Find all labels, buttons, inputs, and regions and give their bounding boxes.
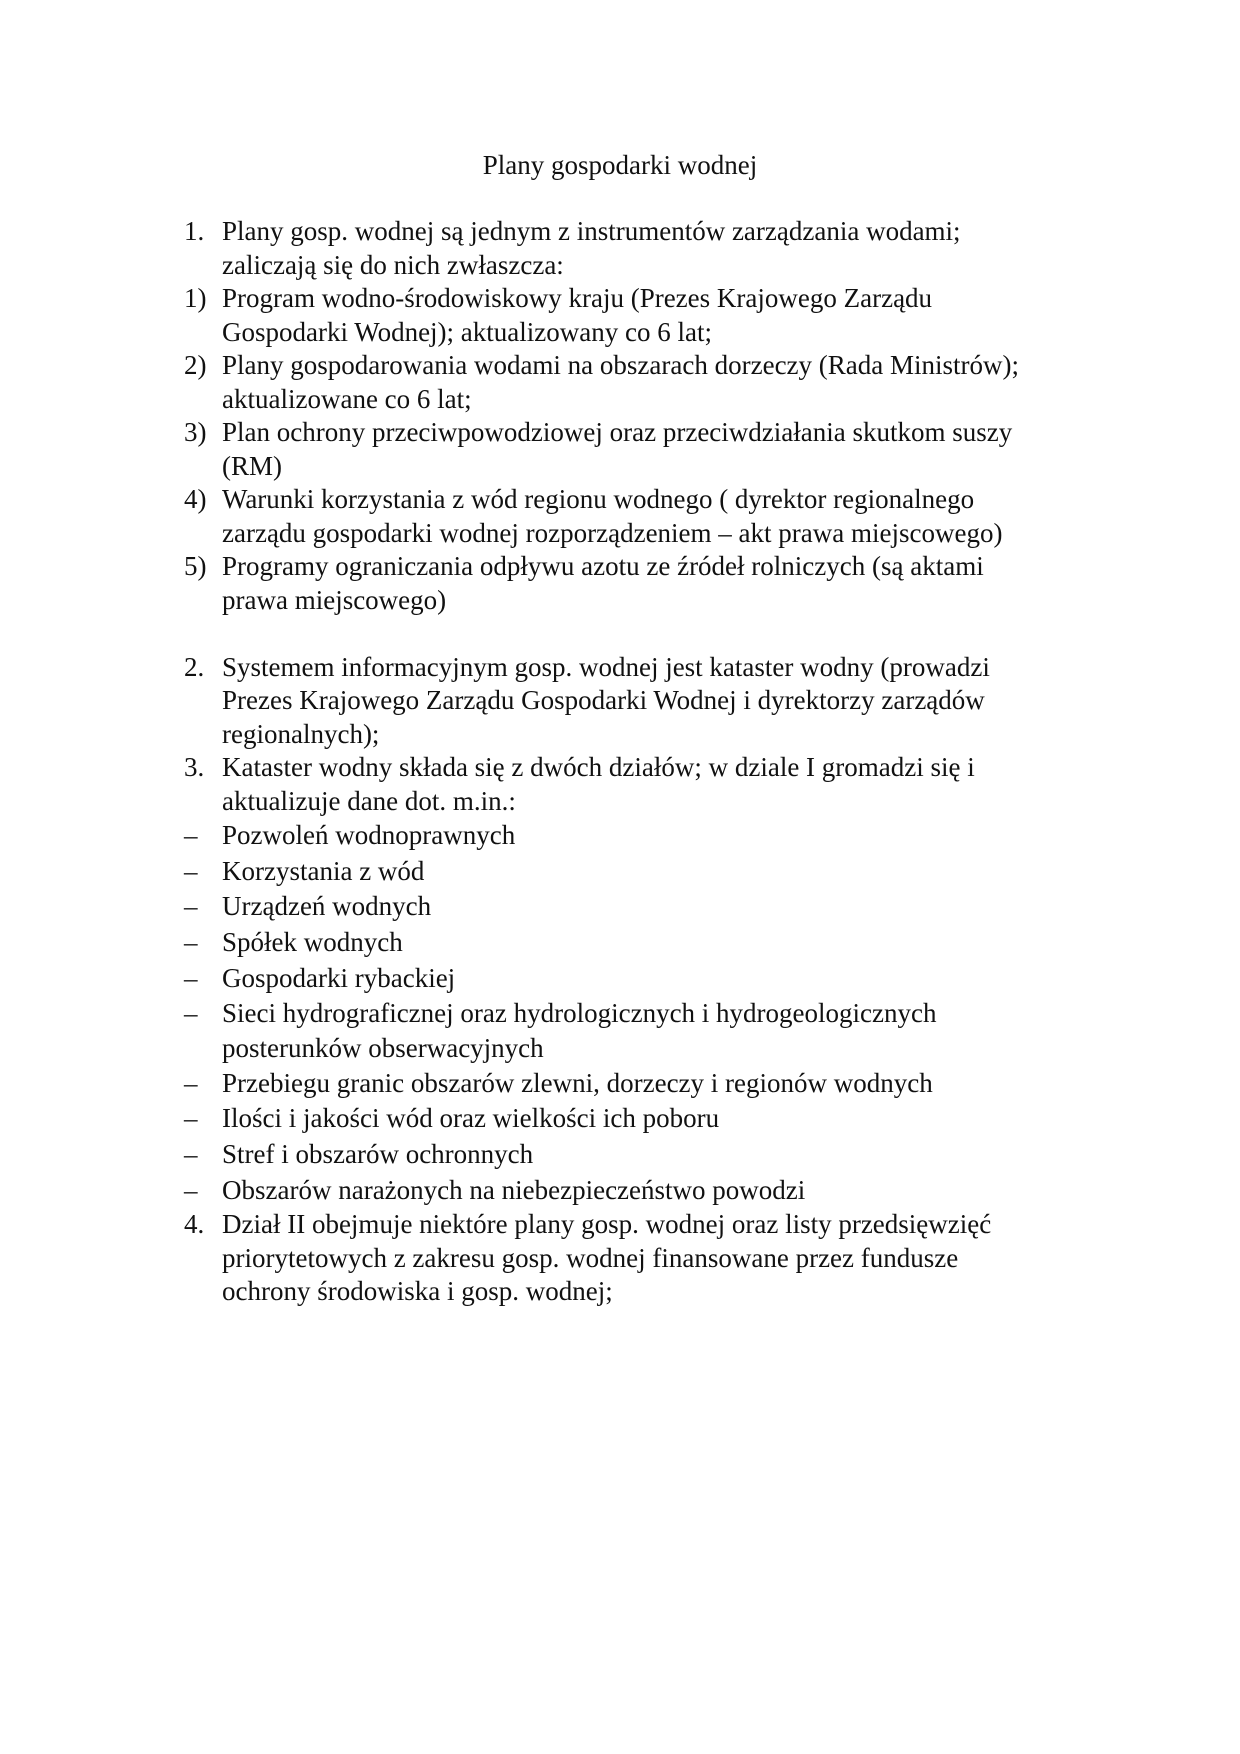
text-line: [184, 854, 1184, 890]
text-line: [184, 1208, 1184, 1242]
numbered-list-item: [184, 1208, 1184, 1309]
line-text: Prezes Krajowego Zarządu Gospodarki Wodnej i dyrektorzy zarządów: [222, 685, 985, 715]
text-line: [184, 1066, 1184, 1102]
text-line: [184, 889, 1184, 925]
dash-bullet: –: [184, 1174, 198, 1205]
list-number: 1.: [184, 216, 205, 246]
dash-bullet: –: [184, 820, 198, 850]
text-line: [184, 584, 1184, 618]
text-line: [184, 718, 1184, 752]
text-line: [184, 1173, 1184, 1209]
line-text: Warunki korzystania z wód regionu wodnego ( dyrektor regionalnego: [222, 484, 975, 514]
line-text: Stref i obszarów ochronnych: [222, 1139, 534, 1169]
dash-list-item: [184, 925, 1184, 961]
line-text: Przebiegu granic obszarów zlewni, dorzeczy i regionów wodnych: [222, 1067, 933, 1098]
numbered-list-item: [184, 751, 1184, 818]
line-text: Urządzeń wodnych: [222, 891, 432, 922]
text-line: [184, 483, 1184, 517]
text-line: [184, 1137, 1184, 1173]
dash-bullet: –: [184, 855, 198, 886]
line-text: Gospodarki rybackiej: [222, 962, 456, 993]
dash-list-item: [184, 889, 1184, 925]
line-text: posterunków obserwacyjnych: [222, 1033, 544, 1064]
list-number: 2): [184, 350, 207, 380]
line-text: Pozwoleń wodnoprawnych: [222, 820, 516, 850]
line-text: prawa miejscowego): [222, 584, 447, 615]
dash-list-item: [184, 1137, 1184, 1173]
line-text: priorytetowych z zakresu gosp. wodnej finansowane przez fundusze: [222, 1242, 959, 1273]
line-text: Systemem informacyjnym gosp. wodnej jest kataster wodny (prowadzi: [222, 651, 990, 682]
text-line: [184, 1275, 1184, 1309]
line-text: Ilości i jakości wód oraz wielkości ich poboru: [222, 1103, 720, 1134]
numbered-list-item: [184, 416, 1184, 483]
text-line: [184, 996, 1184, 1032]
text-line: [184, 1242, 1184, 1276]
dash-list-item: [184, 854, 1184, 890]
dash-bullet: –: [184, 1067, 198, 1098]
dash-list-item: [184, 1101, 1184, 1137]
text-line: [184, 961, 1184, 997]
text-line: [184, 925, 1184, 961]
line-text: (RM): [222, 450, 282, 481]
line-text: ochrony środowiska i gosp. wodnej;: [222, 1276, 613, 1307]
document-body: [184, 215, 1184, 1309]
dash-list-item: [184, 996, 1184, 1065]
dash-list-item: [184, 818, 1184, 854]
line-text: Plan ochrony przeciwpowodziowej oraz przeciwdziałania skutkom suszy: [222, 417, 1013, 447]
dash-bullet: –: [184, 1139, 198, 1169]
dash-bullet: –: [184, 998, 198, 1029]
dash-bullet: –: [184, 1103, 198, 1134]
blank-line: [184, 617, 1184, 651]
numbered-list-item: [184, 550, 1184, 617]
list-number: 4): [184, 484, 207, 514]
text-line: [184, 550, 1184, 584]
dash-list-item: [184, 1173, 1184, 1209]
text-line: [184, 349, 1184, 383]
line-text: Plany gospodarowania wodami na obszarach dorzeczy (Rada Ministrów);: [222, 350, 1020, 380]
list-number: 3.: [184, 752, 205, 782]
line-text: aktualizowane co 6 lat;: [222, 383, 472, 414]
text-line: [184, 1101, 1184, 1137]
line-text: zaliczają się do nich zwłaszcza:: [222, 249, 564, 280]
line-text: Program wodno-środowiskowy kraju (Prezes Krajowego Zarządu: [222, 283, 933, 313]
text-line: [184, 818, 1184, 854]
text-line: [184, 316, 1184, 350]
numbered-list-item: [184, 483, 1184, 550]
numbered-list-item: [184, 651, 1184, 752]
line-text: Programy ograniczania odpływu azotu ze źródeł rolniczych (są aktami: [222, 551, 984, 581]
line-text: Spółek wodnych: [222, 927, 403, 958]
numbered-list-item: [184, 282, 1184, 349]
text-line: [184, 1032, 1184, 1066]
text-line: [184, 617, 1184, 651]
text-line: [184, 517, 1184, 551]
list-number: 4.: [184, 1209, 205, 1240]
line-text: regionalnych);: [222, 718, 380, 749]
line-text: zarządu gospodarki wodnej rozporządzeniem – akt prawa miejscowego): [222, 517, 1003, 548]
text-line: [184, 249, 1184, 283]
text-line: [184, 450, 1184, 484]
line-text: Plany gosp. wodnej są jednym z instrumentów zarządzania wodami;: [222, 216, 961, 246]
line-text: Korzystania z wód: [222, 855, 425, 886]
line-text: Sieci hydrograficznej oraz hydrologicznych i hydrogeologicznych: [222, 998, 937, 1029]
list-number: 5): [184, 551, 207, 581]
text-line: [184, 684, 1184, 718]
document-title: Plany gospodarki wodnej: [482, 150, 758, 180]
line-text: Obszarów narażonych na niebezpieczeństwo powodzi: [222, 1174, 806, 1205]
list-number: 2.: [184, 651, 205, 682]
dash-list-item: [184, 961, 1184, 997]
text-line: [184, 215, 1184, 249]
dash-bullet: –: [184, 927, 198, 958]
line-text: Kataster wodny składa się z dwóch działów; w dziale I gromadzi się i: [222, 752, 975, 782]
numbered-list-item: [184, 215, 1184, 282]
line-text: Gospodarki Wodnej); aktualizowany co 6 lat;: [222, 316, 712, 347]
text-line: [184, 785, 1184, 819]
text-line: [184, 651, 1184, 685]
line-text: aktualizuje dane dot. m.in.:: [222, 785, 516, 816]
numbered-list-item: [184, 349, 1184, 416]
dash-list-item: [184, 1066, 1184, 1102]
text-line: [184, 383, 1184, 417]
line-text: Dział II obejmuje niektóre plany gosp. wodnej oraz listy przedsięwzięć: [222, 1209, 992, 1240]
list-number: 3): [184, 417, 207, 447]
list-number: 1): [184, 283, 207, 313]
text-line: [184, 751, 1184, 785]
dash-bullet: –: [184, 962, 198, 993]
text-line: [184, 282, 1184, 316]
dash-bullet: –: [184, 891, 198, 922]
text-line: [184, 416, 1184, 450]
